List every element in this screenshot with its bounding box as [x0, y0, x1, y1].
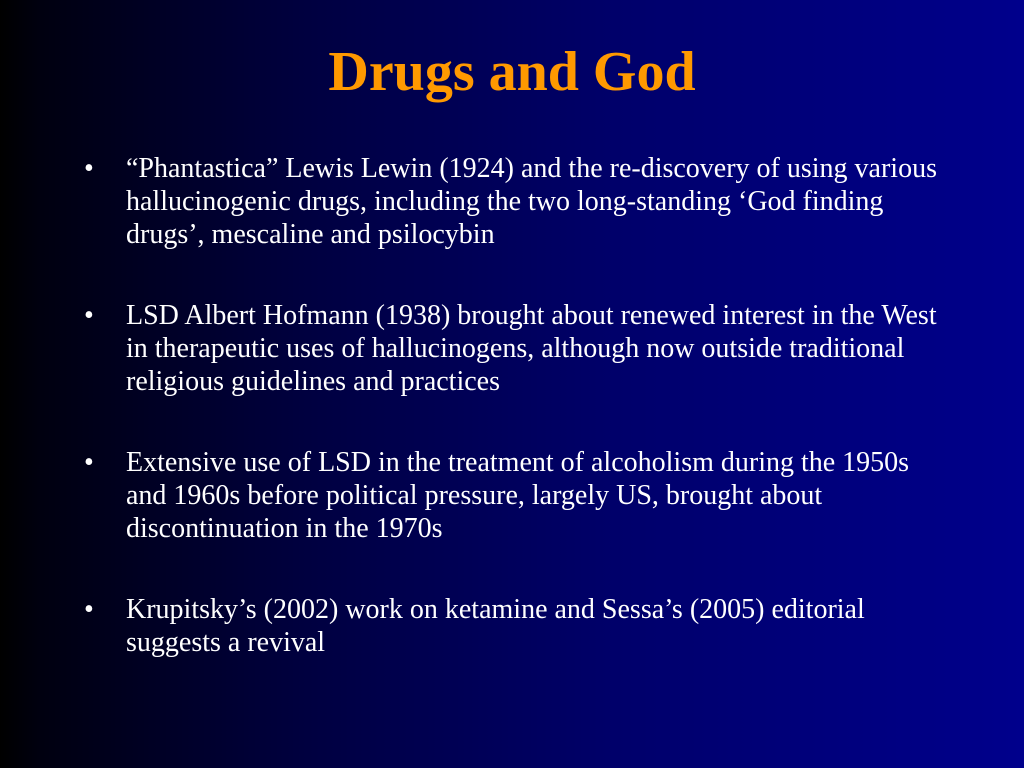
- bullet-dot-icon: •: [84, 153, 94, 184]
- bullet-text: Extensive use of LSD in the treatment of alcoholism during the 1950s and 1960s before political pressure, largely US, brought about discontinuation in the 1970s: [126, 447, 910, 544]
- bullet-dot-icon: •: [84, 594, 94, 625]
- slide-title: Drugs and God: [328, 41, 696, 103]
- bullet-item: [84, 446, 944, 545]
- bullet-item: [84, 299, 944, 398]
- bullet-text: LSD Albert Hofmann (1938) brought about renewed interest in the West in therapeutic uses of hallucinogens, although now outside traditional religious guidelines and practices: [126, 300, 937, 397]
- bullet-item: [84, 152, 944, 251]
- bullet-item: [84, 593, 944, 659]
- bullet-text: Krupitsky’s (2002) work on ketamine and Sessa’s (2005) editorial suggests a revival: [126, 594, 865, 658]
- bullet-dot-icon: •: [84, 300, 94, 331]
- bullet-list: [84, 152, 944, 659]
- bullet-text: “Phantastica” Lewis Lewin (1924) and the re-discovery of using various hallucinogenic drugs, including the two long-standing ‘God finding drugs’, mescaline and psilocybin: [126, 153, 937, 250]
- bullet-dot-icon: •: [84, 447, 94, 478]
